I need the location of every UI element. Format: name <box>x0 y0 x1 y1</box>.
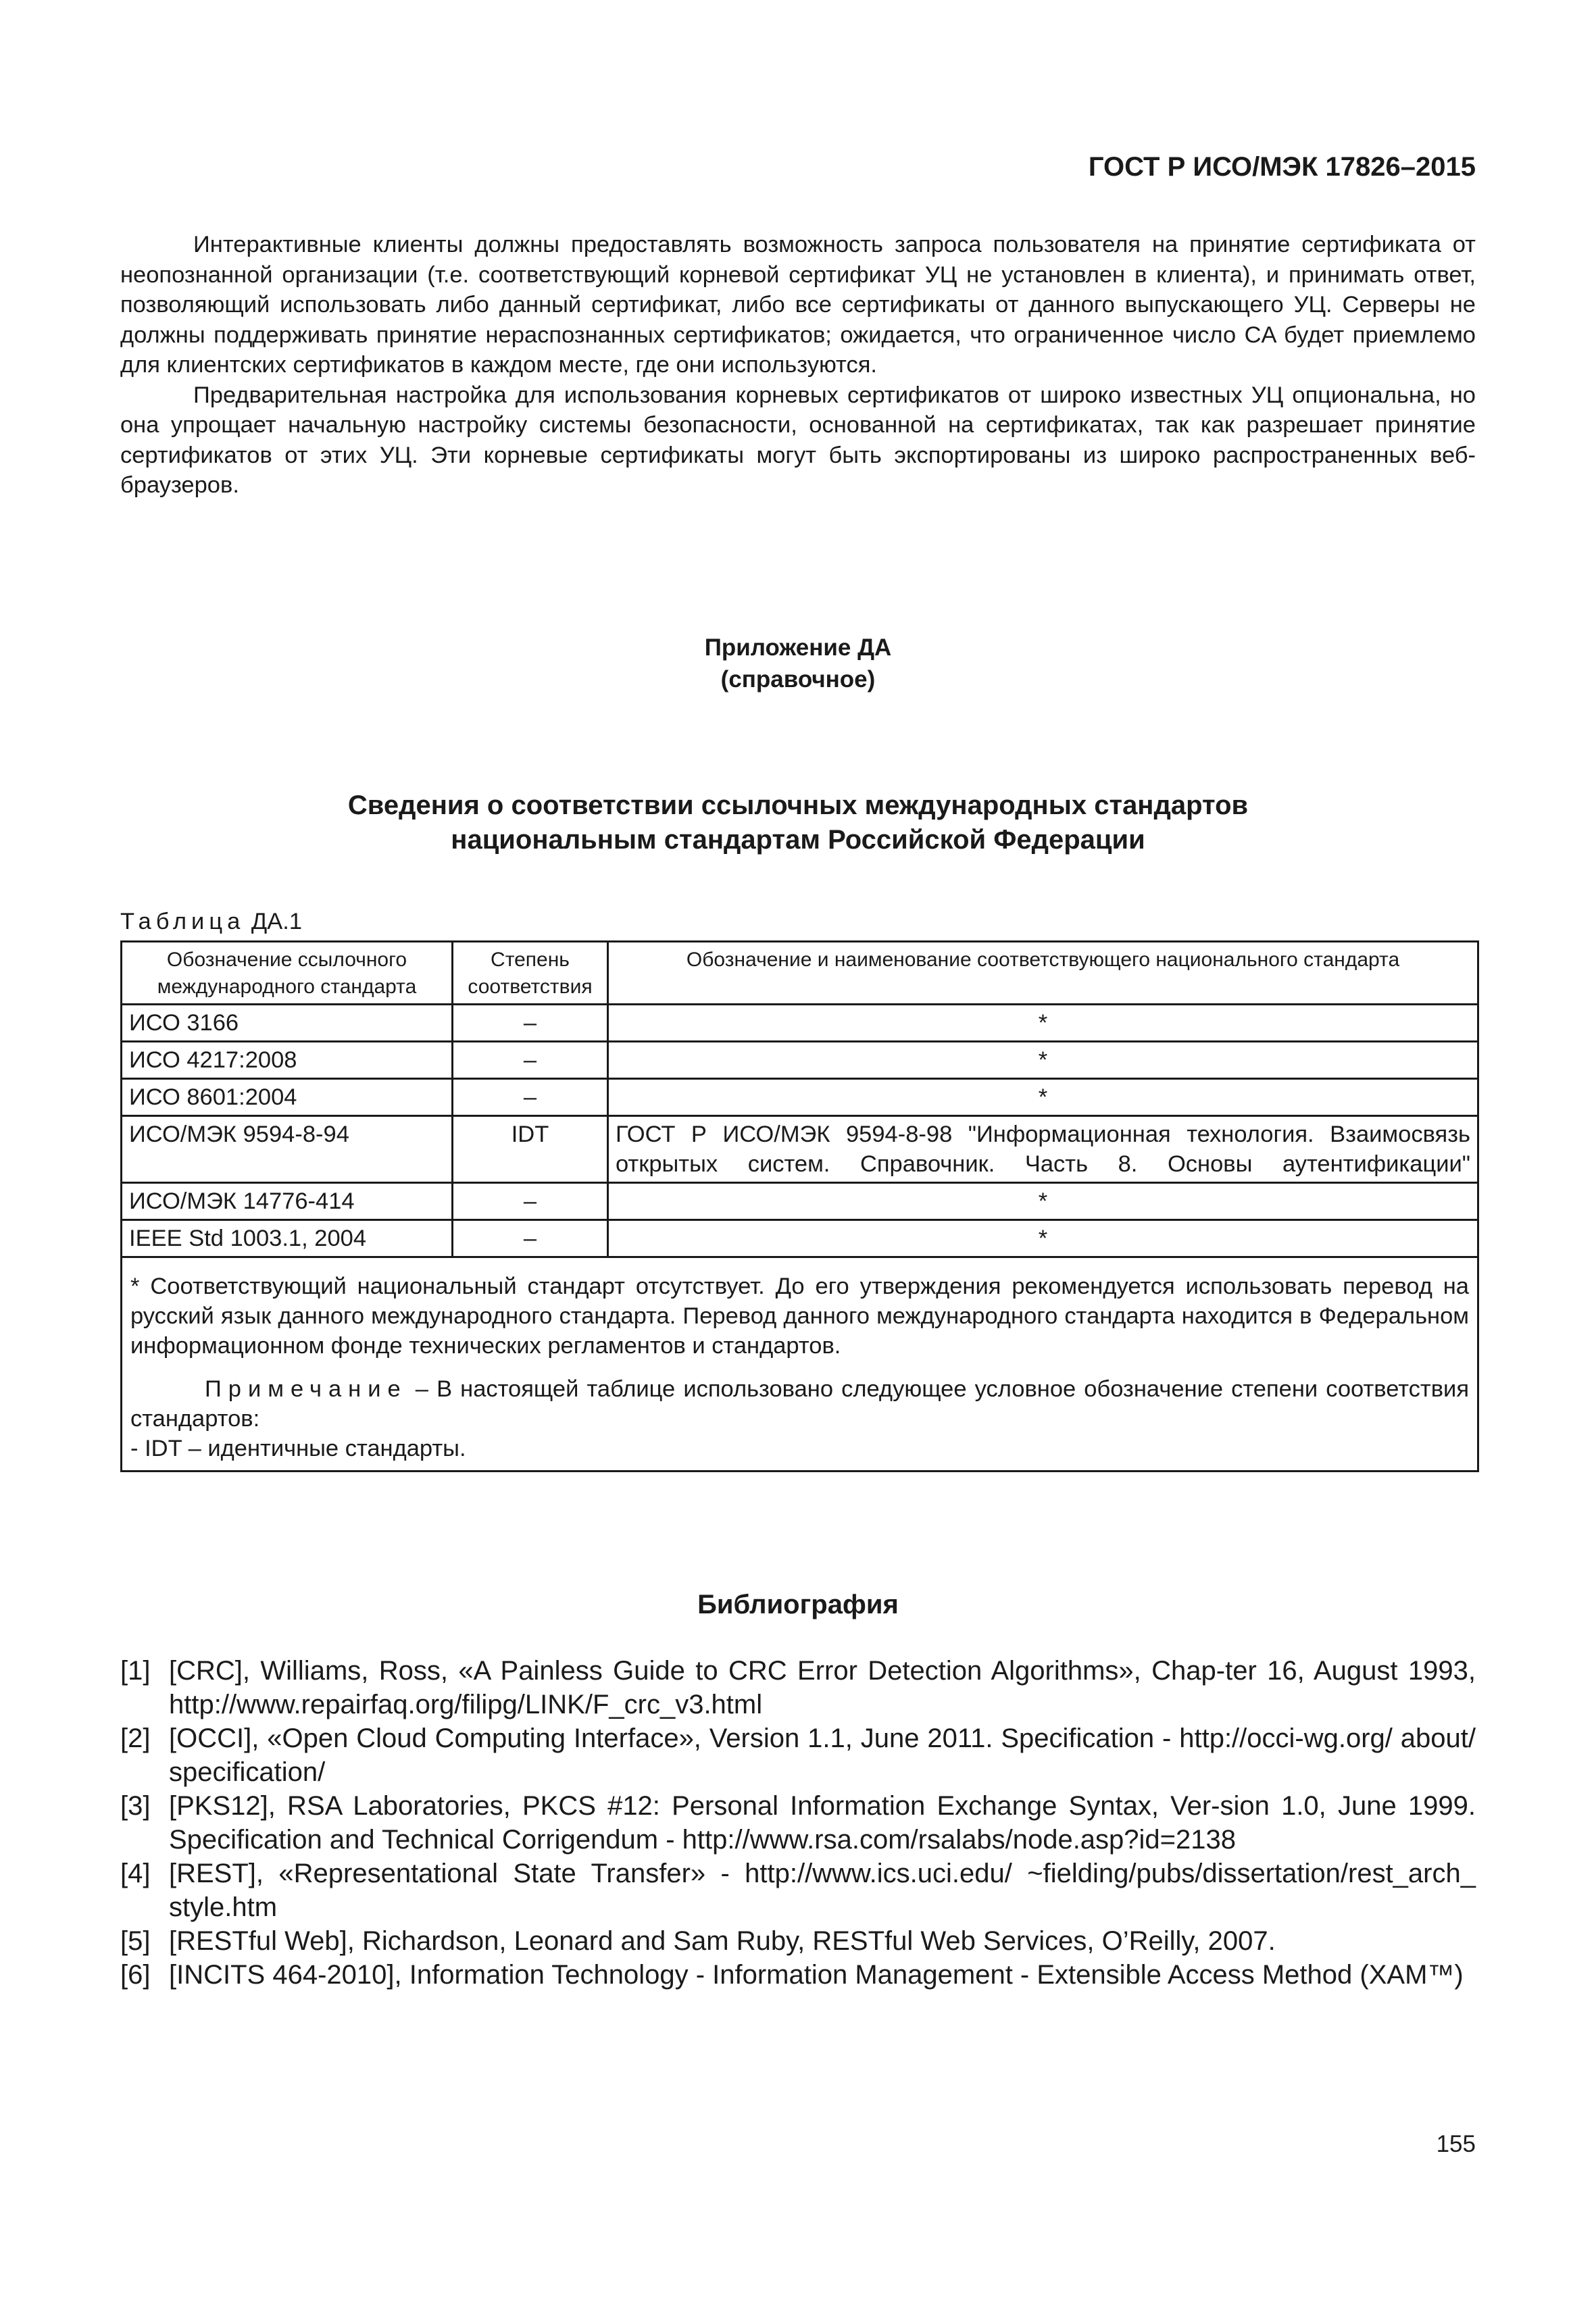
bibliography-list <box>120 1654 1476 1992</box>
bibliography-item <box>120 1654 1476 1721</box>
cell-international: IEEE Std 1003.1, 2004 <box>122 1220 453 1257</box>
bibliography-item <box>120 1857 1476 1924</box>
table-header-row <box>122 942 1478 1005</box>
bibliography-item-text: [REST], «Representational State Transfer» - http://www.ics.uci.edu/ ~fielding/pubs/dissertation/rest_arch_ style.htm <box>169 1859 1476 1922</box>
cell-degree: – <box>453 1042 608 1079</box>
appendix-title <box>120 788 1476 857</box>
bibliography-item-text: [PKS12], RSA Laboratories, PKCS #12: Personal Information Exchange Syntax, Ver-sion 1.0, June 1999. Specification and Technical Corrigendum - http://www.rsa.com/rsalabs/node.asp?id=2138 <box>169 1791 1476 1855</box>
cell-national: ГОСТ Р ИСО/МЭК 9594-8-98 "Информационная технология. Взаимосвязь открытых систем. Справочник. Часть 8. Основы аутентификации" <box>608 1116 1478 1183</box>
table-row <box>122 1005 1478 1042</box>
table-note <box>130 1374 1469 1434</box>
intro-section <box>120 230 1476 501</box>
appendix-label: Приложение ДА <box>704 634 892 661</box>
table-caption-prefix: Таблица <box>120 909 245 934</box>
cell-national: * <box>608 1042 1478 1079</box>
note-item: - IDT – идентичные стандарты. <box>130 1436 466 1461</box>
cell-national: * <box>608 1183 1478 1220</box>
table-footnote-cell <box>122 1257 1478 1472</box>
bibliography-item-number: [3] <box>120 1791 151 1821</box>
appendix-title-line: Сведения о соответствии ссылочных международных стандартов <box>347 790 1249 820</box>
bibliography-item-number: [4] <box>120 1859 151 1888</box>
cell-international: ИСО 8601:2004 <box>122 1079 453 1116</box>
page-number: 155 <box>1436 2131 1476 2157</box>
table-row <box>122 1183 1478 1220</box>
cell-degree: IDT <box>453 1116 608 1183</box>
bibliography-item <box>120 1721 1476 1789</box>
cell-national: * <box>608 1079 1478 1116</box>
bibliography-item-text: [INCITS 464-2010], Information Technology - Information Management - Extensible Access Method (XAM™) <box>169 1960 1464 1990</box>
intro-paragraph: Предварительная настройка для использования корневых сертификатов от широко известных УЦ опциональна, но она упрощает начальную настройку системы безопасности, основанной на сертификатах, так как разрешает принятие сертификатов от этих УЦ. Эти корневые сертификаты могут быть экспортированы из широко распространенных веб-браузеров. <box>120 382 1476 498</box>
cell-degree: – <box>453 1183 608 1220</box>
table-row <box>122 1042 1478 1079</box>
cell-international: ИСО/МЭК 14776-414 <box>122 1183 453 1220</box>
table-caption <box>120 907 302 936</box>
intro-paragraph: Интерактивные клиенты должны предоставлять возможность запроса пользователя на принятие сертификата от неопознанной организации (т.е. соответствующий корневой сертификат УЦ не установлен в клиента), и принимать ответ, позволяющий использовать либо данный сертификат, либо все сертификаты от данного выпускающего УЦ. Серверы не должны поддерживать принятие нераспознанных сертификатов; ожидается, что ограниченное число CA будет приемлемо для клиентских сертификатов в каждом месте, где они используются. <box>120 232 1476 378</box>
cell-degree: – <box>453 1079 608 1116</box>
bibliography-item <box>120 1958 1476 1992</box>
bibliography-item-number: [5] <box>120 1926 151 1956</box>
cell-degree: – <box>453 1005 608 1042</box>
table-footnote: * Соответствующий национальный стандарт отсутствует. До его утверждения рекомендуется использовать перевод на русский язык данного международного стандарта. Перевод данного международного стандарта находится в Федеральном информационном фонде технических регламентов и стандартов. <box>130 1274 1469 1359</box>
column-header-degree: Степень соответствия <box>453 942 608 1005</box>
cell-international: ИСО/МЭК 9594-8-94 <box>122 1116 453 1183</box>
bibliography-item <box>120 1924 1476 1958</box>
document-header <box>120 151 1476 183</box>
cell-national: * <box>608 1005 1478 1042</box>
bibliography-item <box>120 1789 1476 1857</box>
appendix-title-line: национальным стандартам Российской Федерации <box>451 825 1145 855</box>
table-row <box>122 1220 1478 1257</box>
bibliography-item-text: [RESTful Web], Richardson, Leonard and Sam Ruby, RESTful Web Services, O’Reilly, 2007. <box>169 1926 1276 1956</box>
standard-code: ГОСТ Р ИСО/МЭК 17826–2015 <box>1088 152 1476 182</box>
cell-international: ИСО 4217:2008 <box>122 1042 453 1079</box>
bibliography-heading: Библиография <box>697 1590 899 1619</box>
cell-national: * <box>608 1220 1478 1257</box>
column-header-international: Обозначение ссылочного международного стандарта <box>122 942 453 1005</box>
bibliography-item-text: [CRC], Williams, Ross, «A Painless Guide to CRC Error Detection Algorithms», Chap-ter 16, August 1993, http://www.repairfaq.org/filipg/LINK/F_crc_v3.html <box>169 1656 1476 1719</box>
table-caption-id: ДА.1 <box>251 909 303 934</box>
appendix-kind: (справочное) <box>720 666 876 693</box>
table-row <box>122 1116 1478 1183</box>
bibliography-item-number: [1] <box>120 1656 151 1686</box>
bibliography-item-number: [6] <box>120 1960 151 1990</box>
table-row <box>122 1079 1478 1116</box>
bibliography-item-text: [OCCI], «Open Cloud Computing Interface», Version 1.1, June 2011. Specification - http://occi-wg.org/ about/ specification/ <box>169 1724 1476 1787</box>
appendix-heading <box>120 632 1476 695</box>
cell-degree: – <box>453 1220 608 1257</box>
standards-table-wrapper <box>120 940 1477 1472</box>
note-text: – В настоящей таблице использовано следующее условное обозначение степени соответствия стандартов: <box>130 1376 1470 1432</box>
note-label: Примечание <box>205 1376 407 1402</box>
column-header-national: Обозначение и наименование соответствующего национального стандарта <box>608 942 1478 1005</box>
cell-international: ИСО 3166 <box>122 1005 453 1042</box>
table-footnote-row <box>122 1257 1478 1472</box>
bibliography-item-number: [2] <box>120 1724 151 1753</box>
standards-table <box>120 940 1479 1472</box>
